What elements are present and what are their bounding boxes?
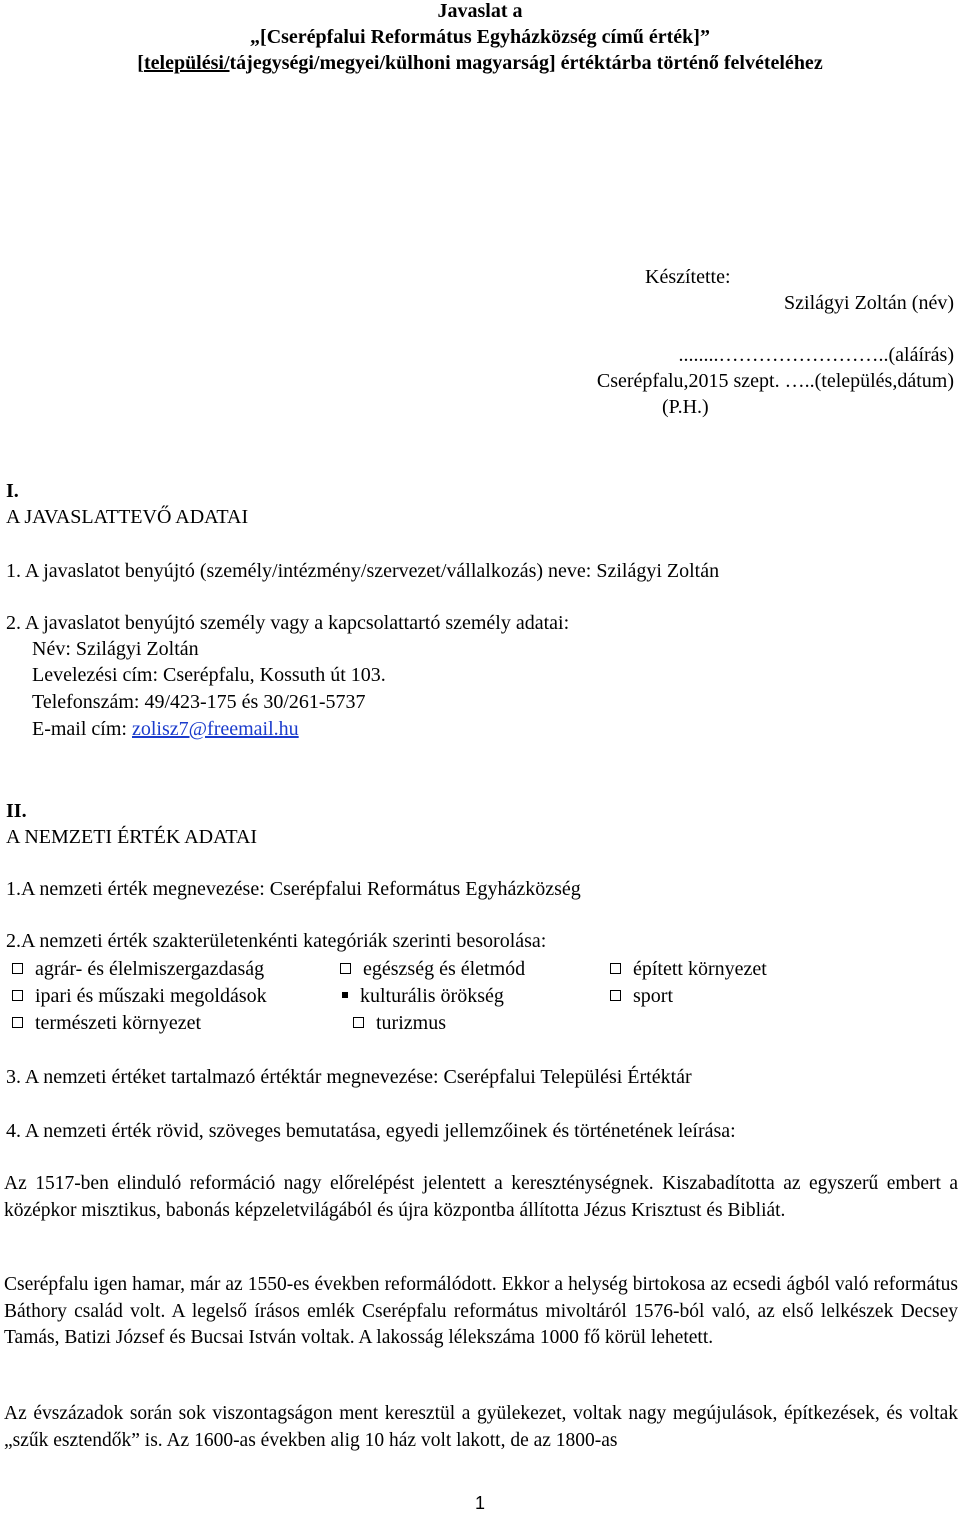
value-repository-line: 3. A nemzeti értéket tartalmazó értéktár megnevezése: Cserépfalui Települési Értéktár — [6, 1066, 692, 1088]
contact-address: Levelezési cím: Cserépfalu, Kossuth út 103. — [32, 664, 386, 686]
doc-title-line1: Javaslat a — [437, 0, 523, 22]
proposer-name-line: 1. A javaslatot benyújtó (személy/intézmény/szervezet/vállalkozás) neve: Szilágyi Zoltán — [6, 560, 720, 582]
checkbox-icon[interactable] — [610, 990, 621, 1001]
checkbox-icon[interactable] — [353, 1017, 364, 1028]
category-label: épített környezet — [633, 958, 767, 980]
doc-title-line2: „[Cserépfalui Református Egyházközség című érték]” — [250, 26, 710, 48]
prepared-by-label: Készítette: — [645, 266, 731, 288]
category-agrar[interactable] — [12, 958, 264, 981]
section1-title: A JAVASLATTEVŐ ADATAI — [6, 506, 249, 528]
category-ipari[interactable] — [12, 985, 267, 1008]
contact-email — [32, 718, 299, 741]
category-sport[interactable] — [610, 985, 673, 1008]
title-bracket: [ — [137, 52, 144, 74]
stamp-placeholder: (P.H.) — [662, 396, 709, 418]
section2-roman: II. — [6, 800, 27, 822]
email-link[interactable]: zolisz7@freemail.hu — [131, 718, 299, 740]
description-title: 4. A nemzeti érték rövid, szöveges bemutatása, egyedi jellemzőinek és történetének leírása: — [6, 1120, 736, 1142]
value-name-line: 1.A nemzeti érték megnevezése: Cserépfalui Református Egyházközség — [6, 878, 581, 900]
checkbox-icon[interactable] — [610, 963, 621, 974]
author-name: Szilágyi Zoltán (név) — [784, 292, 954, 314]
category-epitett[interactable] — [610, 958, 767, 981]
category-termeszeti[interactable] — [12, 1012, 201, 1035]
place-date-line: Cserépfalu,2015 szept. …..(település,dátum) — [596, 370, 954, 392]
section1-roman: I. — [6, 480, 19, 502]
body-paragraph-2: Cserépfalu igen hamar, már az 1550-es években reformálódott. Ekkor a helység birtokosa az ecsedi ágból való református Báthory család volt. A legelső írásos emlék Cserépfalu református mivoltáról 1576-ból való, az első lelkészek Decsey Tamás, Batizi József és Bucsai István voltak. A lakosság lélekszáma 1000 fő körül lehetett. — [4, 1274, 958, 1348]
signature-line: ........……………………..(aláírás) — [678, 344, 954, 366]
category-turizmus[interactable] — [353, 1012, 446, 1035]
category-label: természeti környezet — [35, 1012, 202, 1034]
category-egeszseg[interactable] — [340, 958, 525, 981]
category-title: 2.A nemzeti érték szakterületenkénti kategóriák szerinti besorolása: — [6, 930, 547, 952]
checkbox-icon[interactable] — [12, 1017, 23, 1028]
page-number: 1 — [474, 1493, 485, 1513]
body-paragraph-1: Az 1517-ben elinduló reformáció nagy előrelépést jelentett a kereszténységnek. Kiszabadította az egyszerű embert a középkor misztikus, babonás képzeletvilágából és újra központba állította Jézus Krisztust és Bibliát. — [4, 1173, 958, 1221]
title-underlined-option: települési/ — [143, 52, 230, 74]
category-label: kulturális örökség — [360, 985, 504, 1007]
contact-phone: Telefonszám: 49/423-175 és 30/261-5737 — [32, 691, 366, 713]
doc-title-line3 — [0, 52, 960, 75]
email-label: E-mail cím: — [32, 718, 132, 740]
checkbox-icon[interactable] — [340, 963, 351, 974]
title-rest: tájegységi/megyei/külhoni magyarság] értéktárba történő felvételéhez — [229, 52, 823, 74]
category-kulturalis[interactable] — [342, 985, 504, 1008]
section2-title: A NEMZETI ÉRTÉK ADATAI — [6, 826, 258, 848]
checked-square-icon[interactable] — [342, 992, 348, 998]
category-label: turizmus — [376, 1012, 446, 1034]
category-label: agrár- és élelmiszergazdaság — [35, 958, 265, 980]
body-paragraph-3: Az évszázadok során sok viszontagságon ment keresztül a gyülekezet, voltak nagy megújulások, építkezések, és voltak „szűk esztendők” is. Az 1600-as években alig 10 ház volt lakott, de az 1800-as — [4, 1403, 958, 1451]
checkbox-icon[interactable] — [12, 963, 23, 974]
checkbox-icon[interactable] — [12, 990, 23, 1001]
contact-title: 2. A javaslatot benyújtó személy vagy a kapcsolattartó személy adatai: — [6, 612, 570, 634]
category-label: ipari és műszaki megoldások — [35, 985, 267, 1007]
category-label: egészség és életmód — [363, 958, 526, 980]
category-label: sport — [633, 985, 673, 1007]
contact-name: Név: Szilágyi Zoltán — [32, 638, 199, 660]
